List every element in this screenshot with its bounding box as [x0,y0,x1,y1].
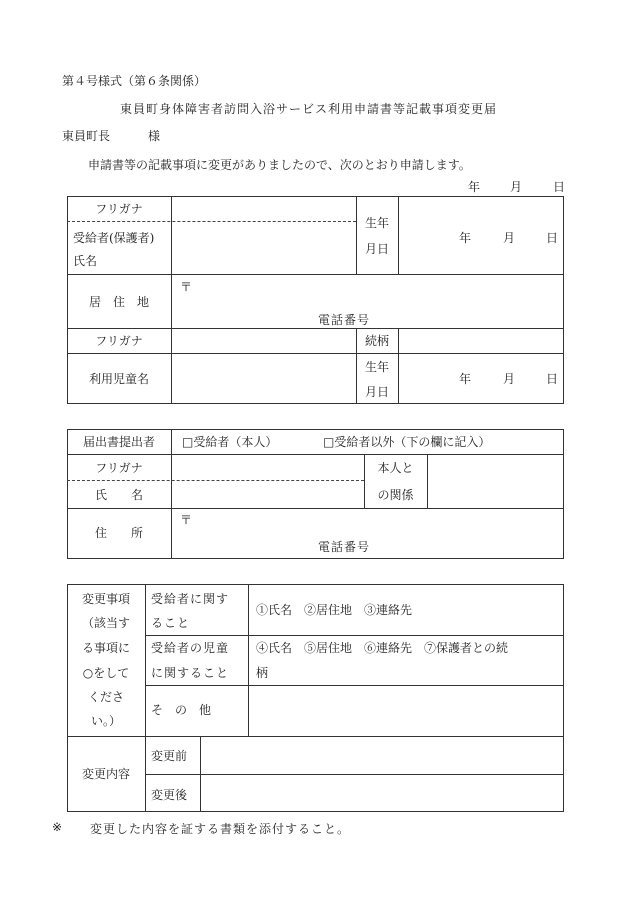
birth2-label-2: 月日 [364,385,389,399]
address-label: 居 住 地 [88,295,149,309]
intro-text: 申請書等の記載事項に変更がありましたので、次のとおり申請します。 [88,158,471,172]
child-name-field[interactable] [172,329,355,403]
submitter-address-field[interactable] [172,509,563,558]
birth-month: 月 [503,231,516,245]
date-year: 年 [468,180,481,194]
change-items-line-4: ○をして [82,666,130,680]
birth-year: 年 [459,231,472,245]
postal-mark: 〒 [180,280,193,294]
furigana-label: フリガナ [95,202,143,216]
furigana-label-2: フリガナ [95,334,143,348]
after-field[interactable] [201,775,563,811]
relation-line-1: 本人と [377,461,414,475]
child-category-line-1: 受給者の児童 [151,641,230,655]
birth-label-1: 生年 [364,216,389,230]
recipient-label: 受給者(保護者) [73,231,155,245]
birth2-year: 年 [459,372,472,386]
child-options-line-1[interactable]: ④氏名 ⑤居住地 ⑥連絡先 ⑦保護者との続 [256,641,509,655]
date-month: 月 [510,180,523,194]
before-field[interactable] [201,737,563,773]
recipient-name-field[interactable] [172,197,355,273]
birth2-label-1: 生年 [364,360,389,374]
submitter-name-field[interactable] [172,455,363,507]
option-other[interactable]: □受給者以外（下の欄に記入） [323,435,491,449]
address-field[interactable] [172,275,563,327]
birth-label-2: 月日 [364,242,389,256]
birth2-day: 日 [546,372,559,386]
change-items-line-1: 変更事項 [81,592,130,606]
change-content-label: 変更内容 [81,767,130,781]
after-label: 変更後 [151,788,188,802]
submitter-label: 届出書提出者 [82,435,155,449]
child-options-line-2: 柄 [256,666,269,680]
recipient-category-line-2: ること [151,616,191,630]
change-items-line-6: い。） [90,714,121,728]
child-category-line-2: に関すること [151,666,230,680]
relation-line-2: の関係 [377,488,414,502]
phone-label: 電話番号 [318,313,371,327]
form-title: 東員町身体障害者訪問入浴サービス利用申請書等記載事項変更届 [120,102,498,116]
other-label: そ の 他 [151,703,212,717]
submitter-address-label: 住 所 [94,526,143,540]
form-number: 第４号様式（第６条関係） [62,74,207,88]
other-field[interactable] [249,686,563,735]
before-label: 変更前 [151,749,188,763]
recipient-options[interactable]: ①氏名 ②居住地 ③連絡先 [256,603,413,617]
change-items-line-5: くださ [87,690,124,704]
addressee-honorific: 様 [148,129,161,143]
recipient-category-line-1: 受給者に関す [151,592,230,606]
change-items-line-2: （該当す [81,616,130,630]
date-day: 日 [553,180,566,194]
note-mark: ※ [52,820,63,834]
birth-day: 日 [546,231,559,245]
submitter-name-label: 氏 名 [94,488,143,502]
relation-label: 続柄 [364,334,389,348]
addressee: 東員町長 [62,129,111,143]
note-text: 変更した内容を証する書類を添付すること。 [90,822,351,836]
child-name-label: 利用児童名 [88,372,149,386]
submitter-furigana-label: フリガナ [95,461,143,475]
submitter-phone-label: 電話番号 [318,540,371,554]
submitter-relation-field[interactable] [428,455,563,507]
submitter-postal-mark: 〒 [180,513,193,527]
recipient-name-label: 氏名 [73,254,98,268]
change-items-line-3: る事項に [81,641,130,655]
birth2-month: 月 [503,372,516,386]
option-self[interactable]: □受給者（本人） [182,435,278,449]
